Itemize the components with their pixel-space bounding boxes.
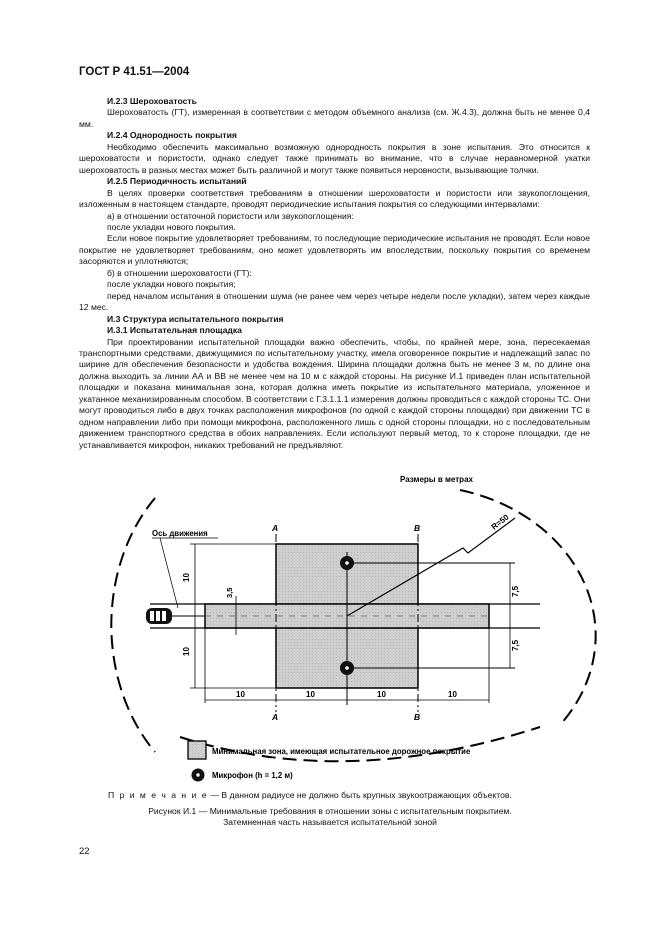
- paragraph: Шероховатость (ГТ), измеренная в соответствии с методом объемного анализа (см. Ж.4.3), должна быть не менее 0,4 мм.: [79, 107, 590, 129]
- label-b-bottom: В: [414, 712, 421, 722]
- dim-width: 3,5: [225, 587, 234, 598]
- paragraph: При проектировании испытательной площадки важно обеспечить, чтобы, по крайней мере, зона, пересекаемая транспортными средствами, движущимися по испытательному участку, имела оговоренное покрытие и надлежащий запас по ширине для обеспечения безопасности и удобства вождения. Ширина площадки должна быть не менее 3 м, по длине она должна выходить за линии АА и ВВ не менее чем на 10 м с каждой стороны. На рисунке И.1 приведен план испытательной площадки и показана минимальная зона, которая должна иметь покрытие из испытательного материала, уложенное и укатанное механизированным способом. В соответствии с Г.3.1.1.1 измерения должны проводиться с каждой стороны ТС. Они могут проводиться либо в двух точках расположения микрофонов (по одной с каждой стороны площадки) при движении ТС в одном направлении либо при помощи микрофона, расположенного лишь с одной стороны площадки, но с последовательным движением транспортного средства в обоих направлениях. Если используют первый метод, то к стороне площадки, где не устанавливается микрофон, никаких требований не предъявляют.: [79, 336, 590, 450]
- legend-zone-label: Минимальная зона, имеющая испытательное дорожное покрытие: [212, 747, 471, 756]
- paragraph: Необходимо обеспечить максимально возможную однородность покрытия в зоне испытания. Это относится к шероховатости и пористости, однако следует также принимать во внимание, что в случае неравномерной укатки шероховатость в разных местах может быть различной и могут также появиться неровности, вызывающие толчки.: [79, 141, 590, 175]
- label-b-top: В: [414, 523, 421, 533]
- dim-left-upper: 10: [182, 573, 191, 582]
- dim-right-upper: 7,5: [511, 585, 520, 597]
- radius-arc-left: [111, 498, 155, 752]
- section-heading: И.3.1 Испытательная площадка: [107, 325, 242, 336]
- label-a-bottom: А: [272, 712, 279, 722]
- paragraph: б) в отношении шероховатости (ГТ):: [107, 267, 252, 278]
- dimensions-label: Размеры в метрах: [400, 475, 473, 484]
- dim-segment-3: 10: [377, 690, 386, 699]
- section-heading: И.3 Структура испытательного покрытия: [107, 313, 284, 324]
- paragraph: В целях проверки соответствия требованиям в отношении шероховатости и пористости или звукопоглощения, изложенным в настоящем стандарте, проводят периодические испытания покрытия со следующими интервалами:: [79, 187, 590, 210]
- section-heading: И.2.5 Периодичность испытаний: [107, 176, 247, 187]
- standard-header: ГОСТ Р 41.51—2004: [79, 66, 190, 78]
- dim-segment-4: 10: [448, 690, 457, 699]
- paragraph: после укладки нового покрытия;: [107, 279, 236, 290]
- paragraph: Если новое покрытие удовлетворяет требованиям, то последующие периодические испытания не проводят. Если новое покрытие не удовлетворяет требованиям, оно может удовлетворять им впоследствии, поскольку покрытия со временем засоряются и уплотняются;: [79, 233, 590, 267]
- paragraph: после укладки нового покрытия.: [107, 221, 236, 232]
- figure-caption: Рисунок И.1 — Минимальные требования в отношении зоны с испытательным покрытием. Затемненная часть называется испытательной зоной: [148, 806, 512, 827]
- page-number: 22: [79, 846, 90, 857]
- section-heading: И.2.3 Шероховатость: [107, 96, 197, 106]
- section-heading: И.2.4 Однородность покрытия: [107, 130, 237, 141]
- legend-mic-label: Микрофон (h = 1,2 м): [212, 771, 293, 780]
- dim-right-lower: 7,5: [511, 639, 520, 651]
- label-a-top: А: [272, 523, 279, 533]
- radius-arc-bottom: [180, 727, 540, 761]
- dim-segment-2: 10: [306, 690, 315, 699]
- paragraph: перед началом испытания в отношении шума (не ранее чем через четыре недели после укладки), затем через каждые 12 мес.: [79, 290, 590, 313]
- dim-segment-1: 10: [236, 690, 245, 699]
- vehicle-icon: [146, 608, 205, 624]
- paragraph: а) в отношении остаточной пористости или звукопоглощения:: [107, 210, 354, 221]
- axis-label: Ось движения: [152, 529, 208, 538]
- dim-left-lower: 10: [182, 647, 191, 656]
- radius-label: R=50: [489, 512, 511, 532]
- figure-note: П р и м е ч а н и е — В данном радиусе не должно быть крупных звукоотражающих объектов.: [108, 790, 512, 800]
- legend-zone-swatch: [188, 741, 206, 759]
